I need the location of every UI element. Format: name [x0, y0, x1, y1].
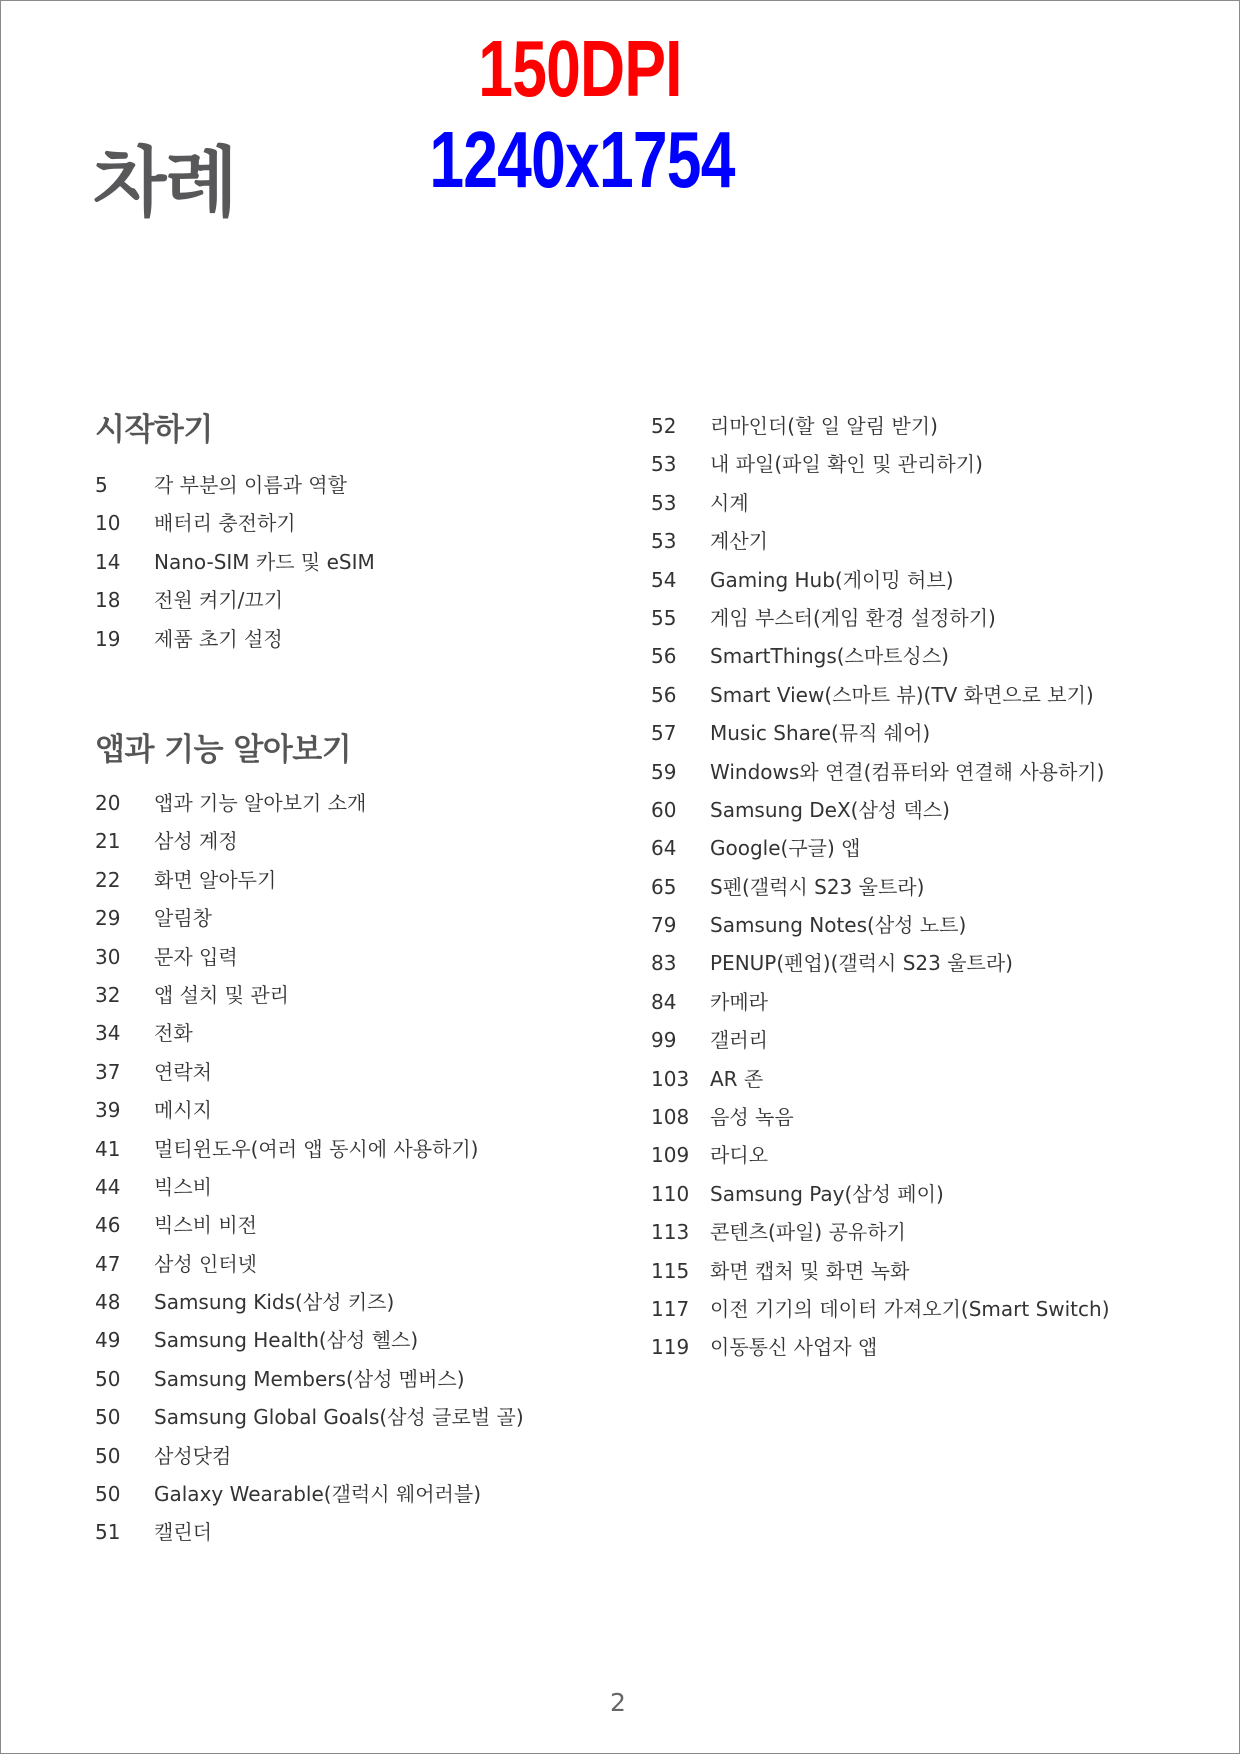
toc-page-number: 117	[651, 1296, 690, 1321]
toc-page-number: 113	[651, 1220, 690, 1245]
toc-entry-label: Samsung Members(삼성 멤버스)	[154, 1366, 465, 1391]
toc-page-number: 55	[651, 605, 677, 630]
toc-page-number: 46	[95, 1213, 121, 1238]
toc-page-number: 60	[651, 797, 677, 822]
toc-entry-label: 메시지	[154, 1098, 212, 1123]
toc-entry-label: Google(구글) 앱	[710, 836, 861, 861]
toc-page-number: 65	[651, 874, 677, 899]
toc-page-number: 115	[651, 1258, 690, 1283]
toc-entry-label: 갤러리	[710, 1028, 768, 1053]
toc-page-number: 50	[95, 1366, 121, 1391]
toc-entry-label: 이전 기기의 데이터 가져오기(Smart Switch)	[710, 1296, 1110, 1321]
toc-entry-label: 라디오	[710, 1143, 768, 1168]
toc-page-number: 50	[95, 1405, 121, 1430]
toc-entry-label: 전화	[154, 1021, 193, 1046]
toc-page-number: 48	[95, 1290, 121, 1315]
toc-entry-label: 삼성 인터넷	[154, 1251, 257, 1276]
toc-page-number: 54	[651, 567, 677, 592]
toc-page-number: 5	[95, 473, 108, 497]
toc-entry-label: 삼성닷컴	[154, 1443, 232, 1468]
toc-page-number: 99	[651, 1028, 677, 1053]
toc-page-number: 108	[651, 1105, 690, 1130]
toc-page-number: 50	[95, 1482, 121, 1507]
page-title: 차례	[93, 138, 236, 227]
resolution-stamp: 1240x1754	[429, 115, 735, 204]
toc-page-number: 64	[651, 836, 677, 861]
toc-page-number: 37	[95, 1059, 121, 1084]
toc-entry-label: Smart View(스마트 뷰)(TV 화면으로 보기)	[710, 682, 1094, 707]
toc-entry-label: 삼성 계정	[154, 829, 238, 854]
toc-page-number: 109	[651, 1143, 690, 1168]
toc-page-number: 83	[651, 951, 677, 976]
toc-entry-label: 캘린더	[154, 1520, 212, 1545]
toc-entry-label: 전원 켜기/끄기	[154, 588, 284, 613]
page-number: 2	[610, 1688, 626, 1717]
toc-entry-label: Gaming Hub(게이밍 허브)	[710, 567, 954, 592]
toc-page-number: 79	[651, 913, 677, 938]
section-heading-apps-features: 앱과 기능 알아보기	[95, 732, 352, 768]
toc-page-number: 21	[95, 829, 121, 854]
toc-entry-label: 연락처	[154, 1059, 212, 1084]
toc-page-number: 34	[95, 1021, 121, 1046]
toc-entry-label: 빅스비 비전	[154, 1213, 257, 1238]
toc-page-number: 30	[95, 944, 121, 969]
toc-entry-label: 알림창	[154, 906, 212, 931]
toc-page-number: 103	[651, 1066, 690, 1091]
toc-page-number: 53	[651, 452, 677, 477]
toc-entry-label: 배터리 충전하기	[154, 511, 296, 536]
toc-page-number: 14	[95, 549, 121, 574]
toc-page-number: 41	[95, 1136, 121, 1161]
toc-page-number: 18	[95, 588, 121, 613]
toc-page-number: 110	[651, 1181, 690, 1206]
toc-entry-label: Windows와 연결(컴퓨터와 연결해 사용하기)	[710, 759, 1105, 784]
toc-entry-label: 리마인더(할 일 알림 받기)	[710, 414, 938, 438]
toc-entry-label: 제품 초기 설정	[154, 626, 283, 651]
toc-entry-label: 게임 부스터(게임 환경 설정하기)	[710, 605, 996, 630]
toc-entry-label: 음성 녹음	[710, 1105, 794, 1130]
toc-entry-label: Samsung Kids(삼성 키즈)	[154, 1290, 395, 1315]
toc-page-number: 47	[95, 1251, 121, 1276]
toc-entry-label: Samsung Health(삼성 헬스)	[154, 1328, 419, 1353]
toc-entry-label: Samsung Pay(삼성 페이)	[710, 1181, 944, 1206]
toc-page-number: 49	[95, 1328, 121, 1353]
toc-page-number: 59	[651, 759, 677, 784]
toc-page-number: 39	[95, 1098, 121, 1123]
toc-page-number: 84	[651, 989, 677, 1014]
toc-entry-label: Nano-SIM 카드 및 eSIM	[154, 549, 375, 574]
toc-entry-label: Samsung Notes(삼성 노트)	[710, 913, 967, 938]
toc-page-number: 20	[95, 791, 121, 815]
toc-entry-label: 빅스비	[154, 1174, 212, 1199]
toc-page-number: 29	[95, 906, 121, 931]
toc-entry-label: PENUP(펜업)(갤럭시 S23 울트라)	[710, 951, 1013, 976]
toc-entry-label: 화면 알아두기	[154, 867, 277, 892]
toc-entry-label: 콘텐츠(파일) 공유하기	[710, 1220, 906, 1245]
toc-entry-label: 화면 캡처 및 화면 녹화	[710, 1258, 910, 1283]
toc-entry-label: 문자 입력	[154, 944, 238, 969]
toc-page-number: 19	[95, 626, 121, 651]
toc-page-number: 10	[95, 511, 121, 536]
toc-entry-label: 멀티윈도우(여러 앱 동시에 사용하기)	[154, 1136, 479, 1161]
toc-entry-label: 앱 설치 및 관리	[154, 982, 289, 1007]
toc-page-number: 56	[651, 682, 677, 707]
toc-entry-label: 카메라	[710, 989, 768, 1014]
section-heading-getting-started: 시작하기	[95, 412, 213, 448]
toc-page-number: 50	[95, 1443, 121, 1468]
toc-entry-label: 각 부분의 이름과 역할	[154, 473, 347, 497]
toc-entry-label: AR 존	[710, 1066, 764, 1091]
toc-entry-label: 내 파일(파일 확인 및 관리하기)	[710, 452, 983, 477]
toc-entry-label: 앱과 기능 알아보기 소개	[154, 791, 367, 815]
toc-entry-label: S펜(갤럭시 S23 울트라)	[710, 874, 925, 899]
toc-page-number: 53	[651, 490, 677, 515]
toc-page-number: 52	[651, 414, 677, 438]
toc-entry-label: Samsung DeX(삼성 덱스)	[710, 797, 950, 822]
toc-entry-label: Galaxy Wearable(갤럭시 웨어러블)	[154, 1482, 481, 1507]
toc-page-number: 57	[651, 721, 677, 746]
toc-page-number: 22	[95, 867, 121, 892]
toc-page-number: 44	[95, 1174, 121, 1199]
dpi-stamp: 150DPI	[478, 24, 682, 113]
toc-entry-label: Samsung Global Goals(삼성 글로벌 골)	[154, 1405, 524, 1430]
toc-page-number: 56	[651, 644, 677, 669]
toc-entry-label: Music Share(뮤직 쉐어)	[710, 721, 931, 746]
toc-entry-label: SmartThings(스마트싱스)	[710, 644, 949, 669]
toc-page-number: 32	[95, 982, 121, 1007]
toc-entry-label: 이동통신 사업자 앱	[710, 1335, 878, 1360]
toc-page-number: 119	[651, 1335, 690, 1360]
toc-entry-label: 계산기	[710, 529, 768, 554]
toc-page-number: 53	[651, 529, 677, 554]
toc-page-number: 51	[95, 1520, 121, 1545]
toc-entry-label: 시계	[710, 490, 749, 515]
